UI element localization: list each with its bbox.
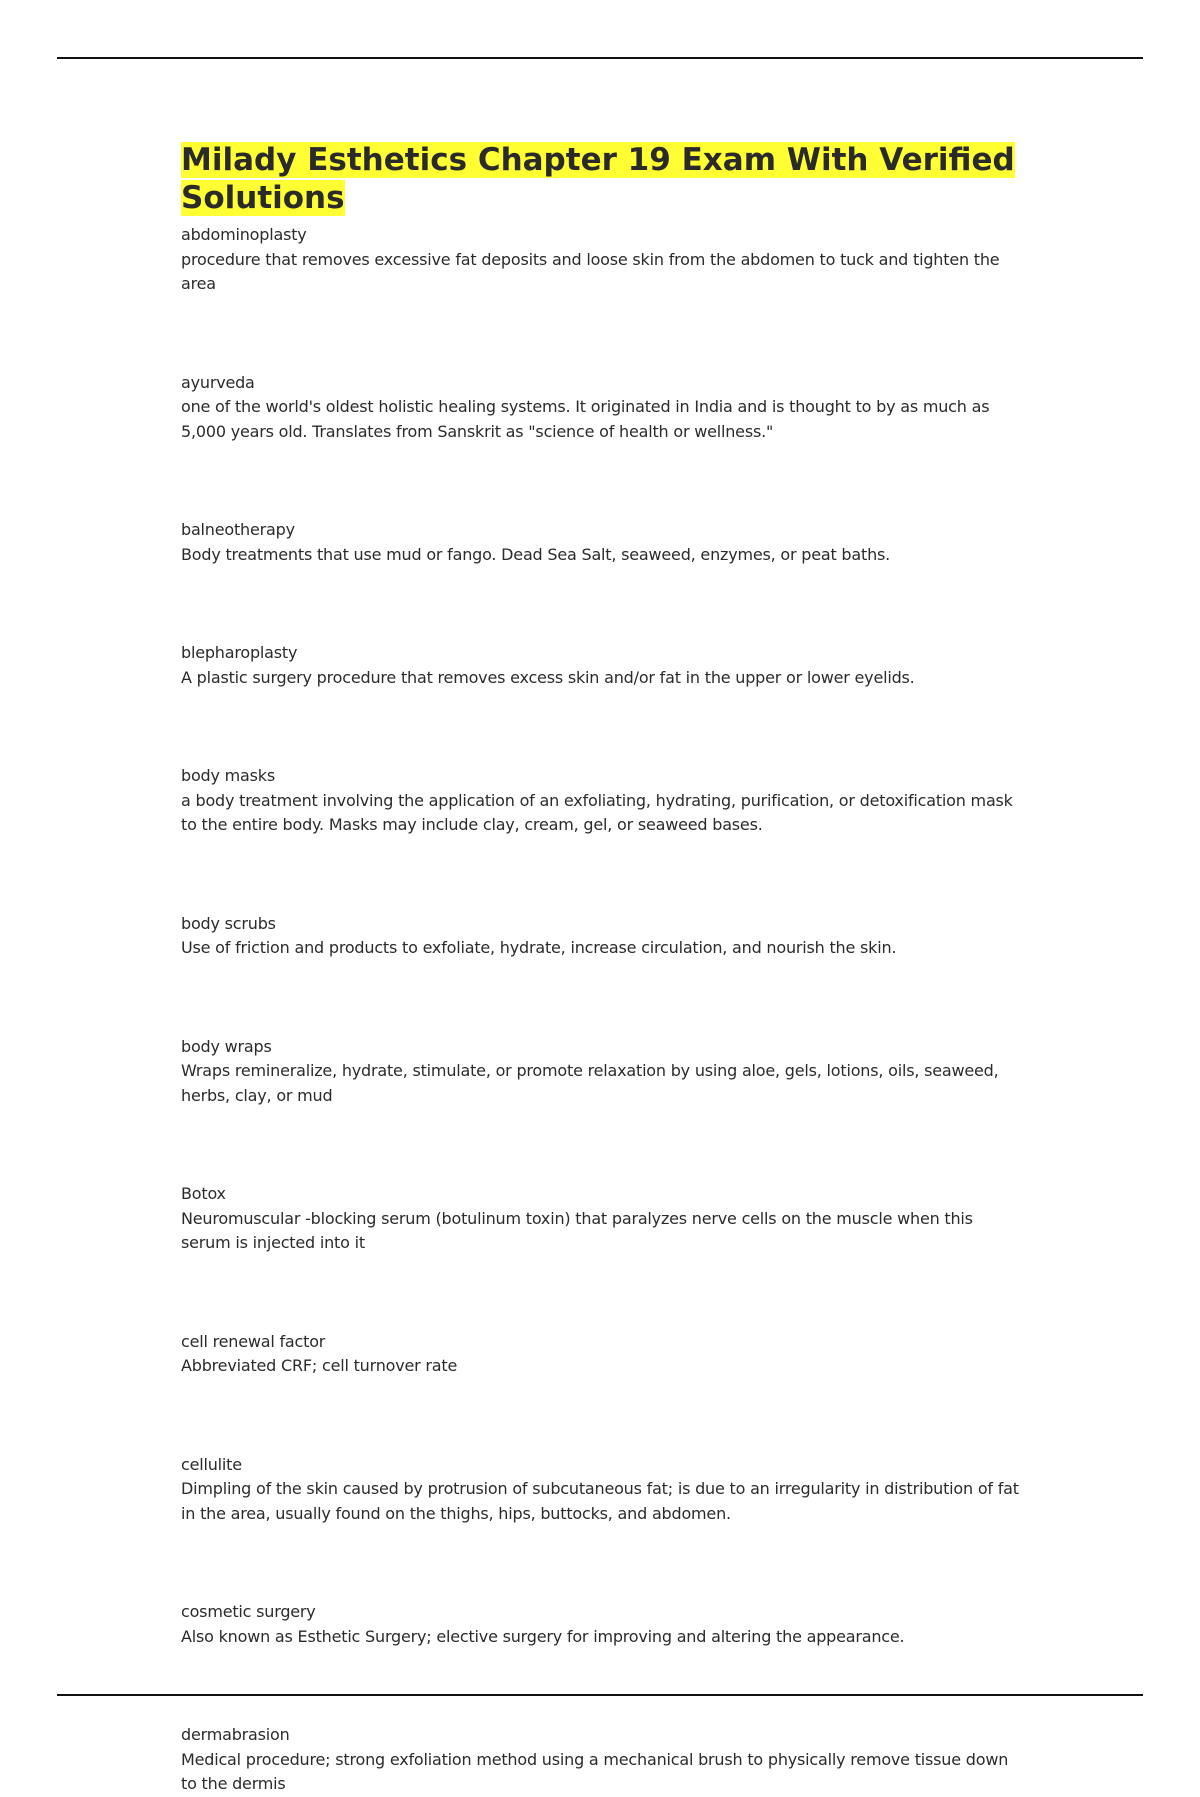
- entry-definition: Use of friction and products to exfoliate, hydrate, increase circulation, and nourish the skin.: [181, 938, 897, 957]
- glossary-entry: [181, 641, 1021, 690]
- glossary-entry: [181, 223, 1021, 297]
- glossary-entry: [181, 1600, 1021, 1649]
- glossary-entry: [181, 1723, 1021, 1797]
- top-rule: [57, 57, 1143, 59]
- entry-definition: A plastic surgery procedure that removes excess skin and/or fat in the upper or lower eyelids.: [181, 667, 915, 687]
- entry-definition: procedure that removes excessive fat deposits and loose skin from the abdomen to tuck and tighten the area: [181, 249, 1000, 293]
- entry-definition: Also known as Esthetic Surgery; elective surgery for improving and altering the appearance.: [181, 1626, 905, 1646]
- bottom-rule: [57, 1694, 1143, 1696]
- entry-term: ayurveda: [181, 372, 255, 392]
- entry-definition: Dimpling of the skin caused by protrusion of subcutaneous fat; is due to an irregularity in distribution of fat in the area, usually found on the thighs, hips, buttocks, and abdomen.: [181, 1479, 1019, 1523]
- entry-definition: Wraps remineralize, hydrate, stimulate, or promote relaxation by using aloe, gels, lotions, oils, seaweed, herbs, clay, or mud: [181, 1061, 999, 1105]
- entry-term: balneotherapy: [181, 520, 295, 539]
- entry-definition: Abbreviated CRF; cell turnover rate: [181, 1356, 458, 1375]
- entry-term: cosmetic surgery: [181, 1602, 316, 1621]
- glossary-entry: [181, 1035, 1021, 1109]
- glossary-entry: [181, 371, 1021, 445]
- entry-definition: Neuromuscular -blocking serum (botulinum toxin) that paralyzes nerve cells on the muscle when this serum is injected into it: [181, 1208, 973, 1252]
- entry-term: cellulite: [181, 1454, 242, 1474]
- glossary-entry: [181, 1330, 1021, 1379]
- entry-definition: a body treatment involving the application of an exfoliating, hydrating, purification, or detoxification mask to the entire body. Masks may include clay, cream, gel, or seaweed bases.: [181, 790, 1013, 834]
- glossary-entry: [181, 764, 1021, 838]
- entry-term: body masks: [181, 766, 275, 785]
- entry-term: dermabrasion: [181, 1725, 290, 1744]
- entry-definition: one of the world's oldest holistic healing systems. It originated in India and is thought to by as much as 5,000 years old. Translates from Sanskrit as "science of health or wellness.": [181, 397, 990, 441]
- entry-term: body wraps: [181, 1036, 272, 1056]
- entry-definition: Medical procedure; strong exfoliation method using a mechanical brush to physically remove tissue down to the dermis: [181, 1749, 1009, 1793]
- glossary-entry: [181, 1453, 1021, 1527]
- entry-term: abdominoplasty: [181, 225, 307, 244]
- document-title-text: Milady Esthetics Chapter 19 Exam With Verified Solutions: [181, 142, 1015, 216]
- glossary-entry: [181, 518, 1021, 567]
- entry-definition: Body treatments that use mud or fango. Dead Sea Salt, seaweed, enzymes, or peat baths.: [181, 544, 891, 564]
- entry-term: cell renewal factor: [181, 1331, 326, 1351]
- entry-term: Botox: [181, 1184, 226, 1203]
- document-body: [181, 141, 1021, 1797]
- glossary-entry: [181, 1182, 1021, 1256]
- glossary-entry: [181, 912, 1021, 961]
- document-title: [181, 141, 1021, 217]
- entry-term: blepharoplasty: [181, 643, 298, 662]
- entry-term: body scrubs: [181, 913, 276, 933]
